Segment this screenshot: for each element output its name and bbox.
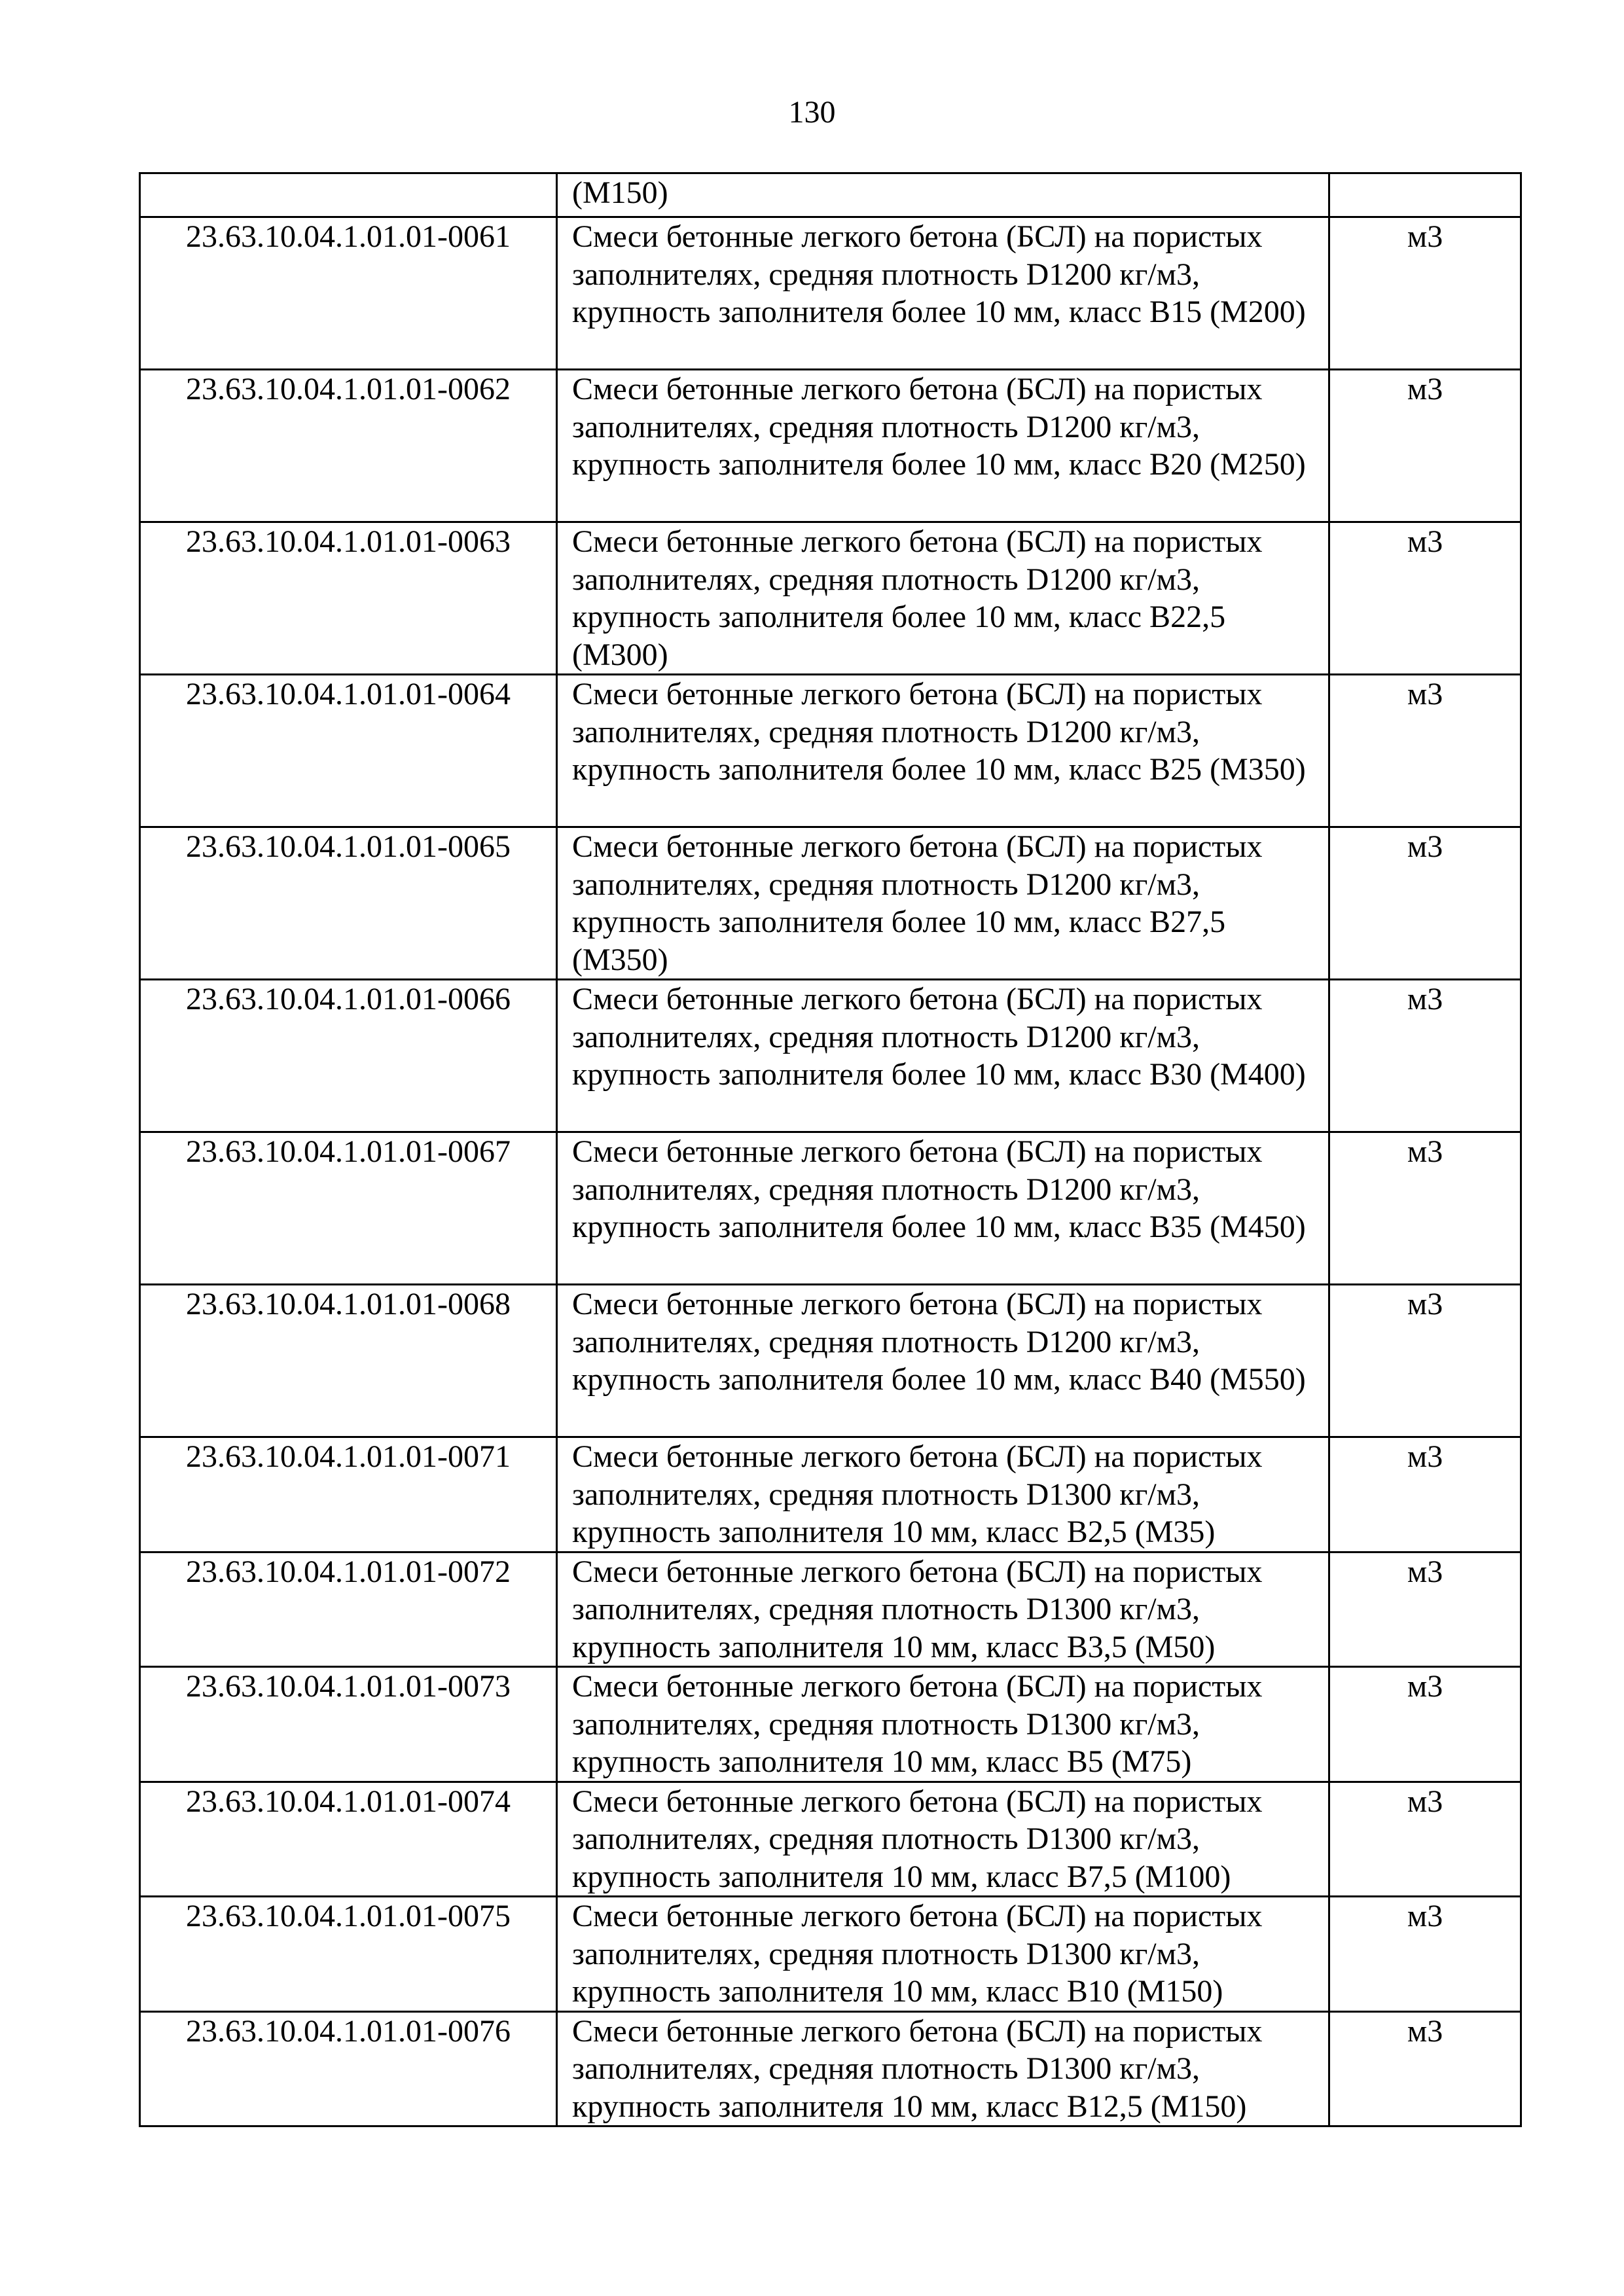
resource-name: Смеси бетонные легкого бетона (БСЛ) на пористых заполнителях, средняя плотность D1200 кг/м3, крупность заполнителя более 10 мм, класс В22,5 (М300) bbox=[557, 522, 1329, 675]
table-row bbox=[140, 1285, 1521, 1437]
resource-name: Смеси бетонные легкого бетона (БСЛ) на пористых заполнителях, средняя плотность D1300 кг/м3, крупность заполнителя 10 мм, класс В7,5 (М100) bbox=[557, 1782, 1329, 1897]
resource-unit: м3 bbox=[1329, 1285, 1521, 1437]
resource-name: Смеси бетонные легкого бетона (БСЛ) на пористых заполнителях, средняя плотность D1200 кг/м3, крупность заполнителя более 10 мм, класс В30 (М400) bbox=[557, 980, 1329, 1132]
resource-unit: м3 bbox=[1329, 827, 1521, 980]
table-row bbox=[140, 1132, 1521, 1285]
resource-name: Смеси бетонные легкого бетона (БСЛ) на пористых заполнителях, средняя плотность D1300 кг/м3, крупность заполнителя 10 мм, класс В10 (М150) bbox=[557, 1897, 1329, 2012]
table-row bbox=[140, 675, 1521, 827]
table-row bbox=[140, 522, 1521, 675]
resource-unit: м3 bbox=[1329, 1782, 1521, 1897]
resource-code: 23.63.10.04.1.01.01-0067 bbox=[140, 1132, 557, 1285]
resource-name: Смеси бетонные легкого бетона (БСЛ) на пористых заполнителях, средняя плотность D1200 кг/м3, крупность заполнителя более 10 мм, класс В35 (М450) bbox=[557, 1132, 1329, 1285]
resource-unit: м3 bbox=[1329, 370, 1521, 522]
resource-code: 23.63.10.04.1.01.01-0062 bbox=[140, 370, 557, 522]
resource-code: 23.63.10.04.1.01.01-0071 bbox=[140, 1437, 557, 1552]
resource-table bbox=[139, 172, 1522, 2127]
resource-code: 23.63.10.04.1.01.01-0074 bbox=[140, 1782, 557, 1897]
table-row bbox=[140, 2011, 1521, 2126]
resource-name: Смеси бетонные легкого бетона (БСЛ) на пористых заполнителях, средняя плотность D1200 кг/м3, крупность заполнителя более 10 мм, класс В25 (М350) bbox=[557, 675, 1329, 827]
resource-code: 23.63.10.04.1.01.01-0075 bbox=[140, 1897, 557, 2012]
resource-name: Смеси бетонные легкого бетона (БСЛ) на пористых заполнителях, средняя плотность D1200 кг/м3, крупность заполнителя более 10 мм, класс В27,5 (М350) bbox=[557, 827, 1329, 980]
table-row bbox=[140, 217, 1521, 370]
table-row bbox=[140, 980, 1521, 1132]
resource-code: 23.63.10.04.1.01.01-0073 bbox=[140, 1667, 557, 1782]
resource-name: Смеси бетонные легкого бетона (БСЛ) на пористых заполнителях, средняя плотность D1300 кг/м3, крупность заполнителя 10 мм, класс В3,5 (М50) bbox=[557, 1552, 1329, 1667]
resource-name: Смеси бетонные легкого бетона (БСЛ) на пористых заполнителях, средняя плотность D1200 кг/м3, крупность заполнителя более 10 мм, класс В40 (М550) bbox=[557, 1285, 1329, 1437]
resource-unit: м3 bbox=[1329, 1437, 1521, 1552]
resource-unit: м3 bbox=[1329, 675, 1521, 827]
resource-name: Смеси бетонные легкого бетона (БСЛ) на пористых заполнителях, средняя плотность D1300 кг/м3, крупность заполнителя 10 мм, класс В12,5 (М150) bbox=[557, 2011, 1329, 2126]
resource-code: 23.63.10.04.1.01.01-0063 bbox=[140, 522, 557, 675]
resource-unit: м3 bbox=[1329, 1132, 1521, 1285]
resource-code: 23.63.10.04.1.01.01-0061 bbox=[140, 217, 557, 370]
table-row bbox=[140, 1552, 1521, 1667]
resource-name: Смеси бетонные легкого бетона (БСЛ) на пористых заполнителях, средняя плотность D1300 кг/м3, крупность заполнителя 10 мм, класс В2,5 (М35) bbox=[557, 1437, 1329, 1552]
resource-unit: м3 bbox=[1329, 1552, 1521, 1667]
table-row bbox=[140, 1437, 1521, 1552]
table-row bbox=[140, 1897, 1521, 2012]
resource-unit: м3 bbox=[1329, 522, 1521, 675]
resource-code bbox=[140, 173, 557, 217]
resource-unit: м3 bbox=[1329, 217, 1521, 370]
resource-name: (М150) bbox=[557, 173, 1329, 217]
resource-code: 23.63.10.04.1.01.01-0072 bbox=[140, 1552, 557, 1667]
resource-unit: м3 bbox=[1329, 1897, 1521, 2012]
table-row bbox=[140, 1667, 1521, 1782]
resource-code: 23.63.10.04.1.01.01-0066 bbox=[140, 980, 557, 1132]
page-number: 130 bbox=[788, 95, 836, 130]
resource-code: 23.63.10.04.1.01.01-0068 bbox=[140, 1285, 557, 1437]
table-row bbox=[140, 370, 1521, 522]
table-row bbox=[140, 827, 1521, 980]
table-row bbox=[140, 1782, 1521, 1897]
resource-name: Смеси бетонные легкого бетона (БСЛ) на пористых заполнителях, средняя плотность D1200 кг/м3, крупность заполнителя более 10 мм, класс В15 (М200) bbox=[557, 217, 1329, 370]
resource-code: 23.63.10.04.1.01.01-0076 bbox=[140, 2011, 557, 2126]
resource-unit: м3 bbox=[1329, 980, 1521, 1132]
resource-code: 23.63.10.04.1.01.01-0064 bbox=[140, 675, 557, 827]
resource-name: Смеси бетонные легкого бетона (БСЛ) на пористых заполнителях, средняя плотность D1300 кг/м3, крупность заполнителя 10 мм, класс В5 (М75) bbox=[557, 1667, 1329, 1782]
resource-code: 23.63.10.04.1.01.01-0065 bbox=[140, 827, 557, 980]
resource-name: Смеси бетонные легкого бетона (БСЛ) на пористых заполнителях, средняя плотность D1200 кг/м3, крупность заполнителя более 10 мм, класс В20 (М250) bbox=[557, 370, 1329, 522]
resource-unit: м3 bbox=[1329, 1667, 1521, 1782]
resource-unit bbox=[1329, 173, 1521, 217]
table-row bbox=[140, 173, 1521, 217]
resource-unit: м3 bbox=[1329, 2011, 1521, 2126]
